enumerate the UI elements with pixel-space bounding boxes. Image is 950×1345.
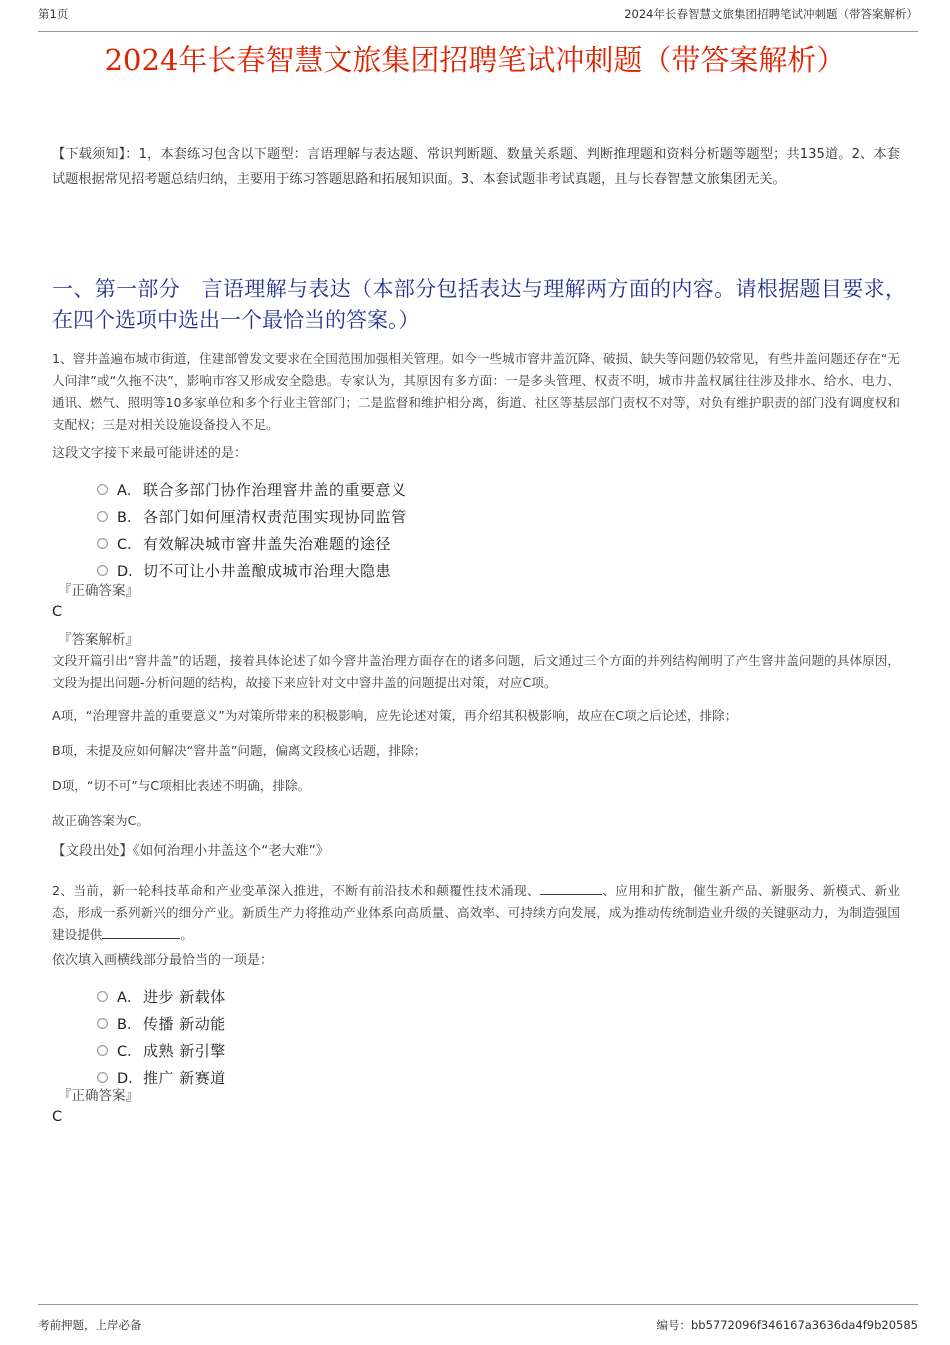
question-prompt: 这段文字接下来最可能讲述的是： xyxy=(52,446,248,461)
footer-serial-value: bb5772096f346167a3636da4f9b20585 xyxy=(691,1318,918,1332)
question-2-options xyxy=(52,983,900,1091)
option-b[interactable] xyxy=(52,503,900,530)
radio-icon[interactable] xyxy=(97,991,108,1002)
option-text: 推广 新赛道 xyxy=(143,1069,226,1087)
source-title: 《如何治理小井盖这个“老大难”》 xyxy=(133,843,330,859)
analysis-conclusion: 故正确答案为C。 xyxy=(52,813,149,828)
source-label: 【文段出处】 xyxy=(52,843,133,859)
option-a[interactable] xyxy=(52,983,900,1010)
option-text: 传播 新动能 xyxy=(143,1015,226,1033)
analysis-item-d: D项，“切不可”与C项相比表述不明确，排除。 xyxy=(52,778,311,793)
radio-icon[interactable] xyxy=(97,1018,108,1029)
option-text: 联合多部门协作治理窨井盖的重要意义 xyxy=(143,481,407,499)
question-stem: 1、窨井盖遍布城市街道，住建部曾发文要求在全国范围加强相关管理。如今一些城市窨井盖沉降、破损、缺失等问题仍较常见，有些井盖问题还存在“无人问津”或“久拖不决”，影响市容又形成安全隐患。专家认为，其原因有多方面：一是多头管理、权责不明，城市井盖权属往往涉及排水、给水、电力、通讯、燃气、照明等10多家单位和多个行业主管部门；二是监督和维护相分离，街道、社区等基层部门责权不对等，对负有维护职责的部门没有调度权和支配权；三是对相关设施设备投入不足。 xyxy=(52,351,900,432)
question-1-analysis-items xyxy=(52,705,900,832)
analysis-item-b: B项，未提及应如何解决“窨井盖”问题，偏离文段核心话题，排除； xyxy=(52,743,427,758)
option-letter: C． xyxy=(117,537,142,553)
analysis-item-a: A项，“治理窨井盖的重要意义”为对策所带来的积极影响，应先论述对策，再介绍其积极影响，故应在C项之后论述，排除； xyxy=(52,708,738,723)
option-text: 切不可让小井盖酿成城市治理大隐患 xyxy=(143,562,392,580)
radio-icon[interactable] xyxy=(97,1045,108,1056)
option-letter: D． xyxy=(117,564,143,580)
correct-answer-label: 『正确答案』 xyxy=(58,583,139,599)
radio-icon[interactable] xyxy=(97,538,108,549)
option-letter: A． xyxy=(117,990,142,1006)
correct-answer-value: C xyxy=(52,604,63,620)
question-stem-part1: 2、当前，新一轮科技革命和产业变革深入推进，不断有前沿技术和颠覆性技术涌现、 xyxy=(52,883,540,898)
footer-serial-label: 编号： xyxy=(656,1318,691,1332)
page-header xyxy=(38,6,918,32)
radio-icon[interactable] xyxy=(97,511,108,522)
option-c[interactable] xyxy=(52,530,900,557)
page-footer xyxy=(38,1304,918,1333)
download-notice-block xyxy=(52,143,900,192)
fill-blank-2 xyxy=(102,938,180,939)
footer-slogan: 考前押题，上岸必备 xyxy=(38,1318,142,1332)
option-c[interactable] xyxy=(52,1037,900,1064)
question-2-stem-block xyxy=(52,880,900,946)
correct-answer-label: 『正确答案』 xyxy=(58,1088,139,1104)
option-b[interactable] xyxy=(52,1010,900,1037)
question-1-analysis-main xyxy=(52,650,900,694)
analysis-label: 『答案解析』 xyxy=(58,632,139,648)
option-d[interactable] xyxy=(52,557,900,584)
option-letter: D． xyxy=(117,1071,143,1087)
footer-serial xyxy=(657,1317,919,1333)
option-letter: A． xyxy=(117,483,142,499)
question-stem-part2: 、应用和扩散，催生新产品、新服务、新模式、新业态，形成一系列新兴的细分产业。新质生产力将推动产业体系向高质量、高效率、可持续方向发展，成为推动传统制造业升级的关键驱动力，为制造强国建设提供 xyxy=(52,883,901,942)
option-text: 有效解决城市窨井盖失治难题的途径 xyxy=(143,535,392,553)
option-text: 成熟 新引擎 xyxy=(143,1042,226,1060)
question-prompt: 依次填入画横线部分最恰当的一项是： xyxy=(52,953,274,968)
question-stem-part3: 。 xyxy=(180,927,193,942)
analysis-paragraph: 文段开篇引出“窨井盖”的话题，接着具体论述了如今窨井盖治理方面存在的诸多问题，后文通过三个方面的并列结构阐明了产生窨井盖问题的具体原因，文段为提出问题-分析问题的结构，故接下来应针对文中窨井盖的问题提出对策，对应C项。 xyxy=(52,653,900,690)
option-a[interactable] xyxy=(52,476,900,503)
download-notice-text: 【下载须知】：1，本套练习包含以下题型：言语理解与表达题、常识判断题、数量关系题、判断推理题和资料分析题等题型；共135道。2、本套试题根据常见招考题总结归纳，主要用于练习答题思路和拓展知识面。3、本套试题非考试真题，且与长春智慧文旅集团无关。 xyxy=(52,147,900,187)
page-number-label: 第1页 xyxy=(38,7,69,21)
option-letter: C． xyxy=(117,1044,142,1060)
question-2-prompt-block xyxy=(52,950,900,972)
option-text: 各部门如何厘清权责范围实现协同监管 xyxy=(143,508,407,526)
question-2-answer-block xyxy=(52,1086,900,1127)
running-title: 2024年长春智慧文旅集团招聘笔试冲刺题（带答案解析） xyxy=(624,7,918,21)
question-1-options xyxy=(52,476,900,584)
page-title: 2024年长春智慧文旅集团招聘笔试冲刺题（带答案解析） xyxy=(104,43,846,77)
radio-icon[interactable] xyxy=(97,565,108,576)
source-line xyxy=(52,840,900,862)
option-text: 进步 新载体 xyxy=(143,988,226,1006)
question-1-stem-block xyxy=(52,348,900,436)
question-1-answer-block xyxy=(52,581,900,651)
question-1-prompt-block xyxy=(52,443,900,465)
fill-blank-1 xyxy=(540,894,602,895)
radio-icon[interactable] xyxy=(97,1072,108,1083)
radio-icon[interactable] xyxy=(97,484,108,495)
question-stem xyxy=(52,880,900,946)
option-letter: B． xyxy=(117,510,142,526)
correct-answer-value: C xyxy=(52,1109,63,1125)
option-letter: B． xyxy=(117,1017,142,1033)
question-1-source-block xyxy=(52,840,900,862)
section-heading: 一、第一部分 言语理解与表达（本部分包括表达与理解两方面的内容。请根据题目要求，在四个选项中选出一个最恰当的答案。） xyxy=(52,277,906,332)
